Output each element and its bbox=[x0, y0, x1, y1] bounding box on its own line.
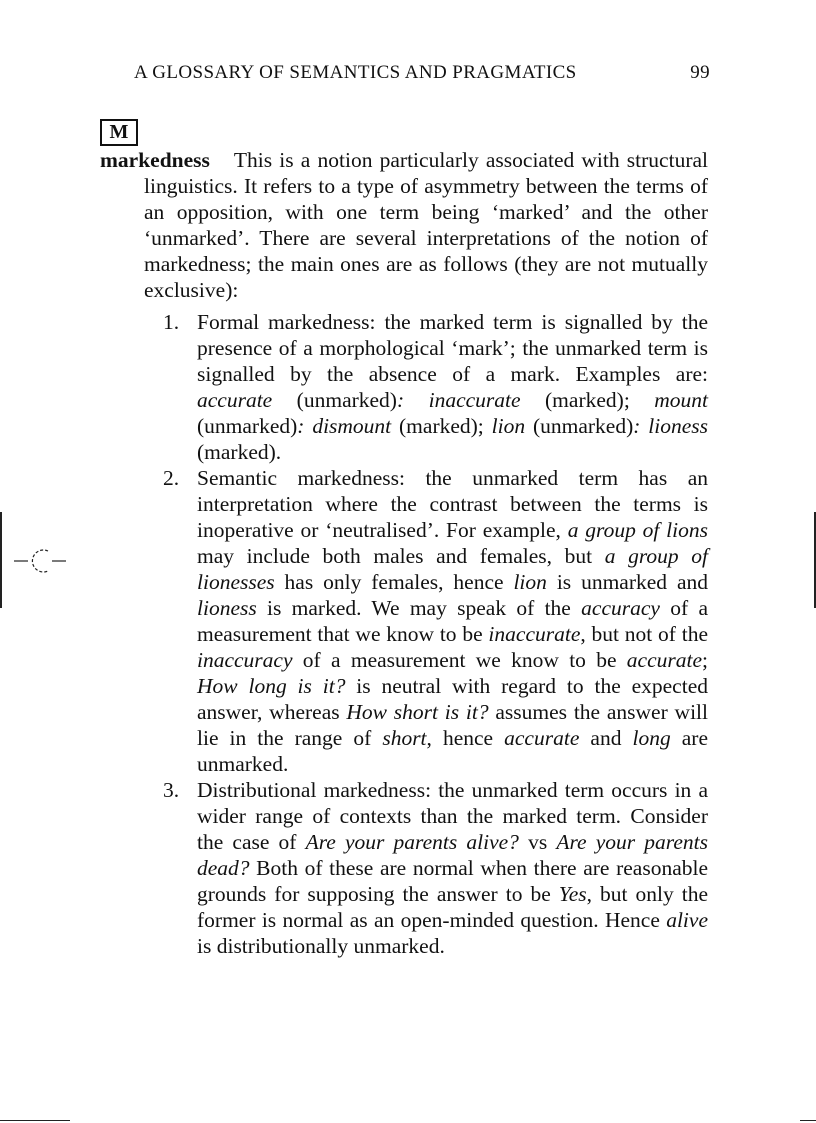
italic-term: a group of lions bbox=[567, 518, 708, 542]
text-run: is marked. We may speak of the bbox=[256, 596, 582, 620]
text-run: may include both males and females, but bbox=[197, 544, 605, 568]
glossary-content bbox=[100, 147, 708, 959]
text-run: has only females, hence bbox=[274, 570, 514, 594]
text-run: of a measurement that we know to be bbox=[197, 596, 708, 646]
italic-term: accurate bbox=[626, 648, 703, 672]
text-run: (unmarked) bbox=[197, 414, 298, 438]
text-run: Formal markedness: the marked term is signalled by the presence of a morphological ‘mark’; the unmarked term is signalled by the absence of a mark. Examples are: bbox=[197, 310, 708, 386]
running-header-title: A GLOSSARY OF SEMANTICS AND PRAGMATICS bbox=[134, 62, 577, 83]
text-run: (marked); bbox=[520, 388, 655, 412]
italic-term: long bbox=[632, 726, 671, 750]
text-run: of a measurement we know to be bbox=[292, 648, 627, 672]
crop-mark-bottom-left bbox=[0, 1120, 70, 1121]
registration-mark bbox=[14, 546, 66, 576]
text-run: Both of these are normal when there are reasonable grounds for supposing the answer to be bbox=[197, 856, 708, 906]
text-run: Distributional markedness: the unmarked term occurs in a wider range of contexts than the marked term. Consider the case of bbox=[197, 778, 708, 854]
italic-term: accurate bbox=[197, 388, 273, 412]
text-run: are unmarked. bbox=[197, 726, 709, 776]
text-run: is neutral with regard to the expected answer, whereas bbox=[197, 674, 708, 724]
italic-term: accuracy bbox=[581, 596, 660, 620]
italic-term: short bbox=[382, 726, 427, 750]
text-run: is distributionally unmarked. bbox=[197, 934, 445, 958]
item-text bbox=[197, 310, 708, 464]
italic-term: : inaccurate bbox=[396, 388, 521, 412]
italic-term: accurate bbox=[504, 726, 580, 750]
text-run: , hence bbox=[426, 726, 505, 750]
text-run: , but only the former is normal as an open-minded question. Hence bbox=[197, 882, 708, 932]
italic-term: mount bbox=[654, 388, 709, 412]
text-run: assumes the answer will lie in the range of bbox=[197, 700, 708, 750]
italic-term: Are your parents dead? bbox=[197, 830, 709, 880]
item-number: 1. bbox=[163, 310, 180, 334]
italic-term: : lioness bbox=[633, 414, 708, 438]
italic-term: a group of lionesses bbox=[197, 544, 708, 594]
list-item-distributional bbox=[163, 777, 709, 959]
text-run: and bbox=[579, 726, 633, 750]
item-number: 2. bbox=[163, 466, 180, 490]
entry-headword: markedness bbox=[100, 148, 210, 172]
italic-term: alive bbox=[666, 908, 708, 932]
crop-mark-bottom-right bbox=[800, 1120, 816, 1121]
list-item-formal bbox=[163, 309, 709, 465]
item-number: 3. bbox=[163, 778, 180, 802]
text-run: (marked); bbox=[391, 414, 492, 438]
italic-term: lioness bbox=[197, 596, 257, 620]
text-run: (unmarked) bbox=[525, 414, 634, 438]
page-number: 99 bbox=[690, 62, 710, 83]
text-run: , but not of the bbox=[580, 622, 708, 646]
item-text bbox=[197, 778, 708, 958]
italic-term: lion bbox=[491, 414, 526, 438]
item-text bbox=[197, 466, 708, 776]
italic-term: How long is it? bbox=[197, 674, 346, 698]
text-run: is unmarked and bbox=[546, 570, 708, 594]
italic-term: lion bbox=[513, 570, 547, 594]
text-run: ; bbox=[702, 648, 708, 672]
text-run: vs bbox=[518, 830, 557, 854]
glossary-entry bbox=[100, 147, 708, 303]
section-letter-box: M bbox=[100, 119, 138, 146]
markedness-types-list bbox=[100, 309, 708, 959]
italic-term: How short is it? bbox=[346, 700, 489, 724]
italic-term: : dismount bbox=[297, 414, 392, 438]
entry-intro: This is a notion particularly associated with structural linguistics. It refers to a type of asymmetry between the terms of an opposition, with one term being ‘marked’ and the other ‘unmarked’. There are several interpretations of the notion of markedness; the main ones are as follows (they are not mutually exclusive): bbox=[144, 148, 708, 302]
text-run: Semantic markedness: the unmarked term has an interpretation where the contrast between the terms is inoperative or ‘neutralised’. For example, bbox=[197, 466, 708, 542]
crop-mark-left bbox=[0, 512, 2, 608]
text-run: (marked). bbox=[197, 440, 282, 464]
list-item-semantic bbox=[163, 465, 709, 777]
text-run: (unmarked) bbox=[272, 388, 397, 412]
italic-term: Are your parents alive? bbox=[305, 830, 519, 854]
italic-term: inaccurate bbox=[488, 622, 581, 646]
italic-term: Yes bbox=[558, 882, 587, 906]
italic-term: inaccuracy bbox=[197, 648, 293, 672]
